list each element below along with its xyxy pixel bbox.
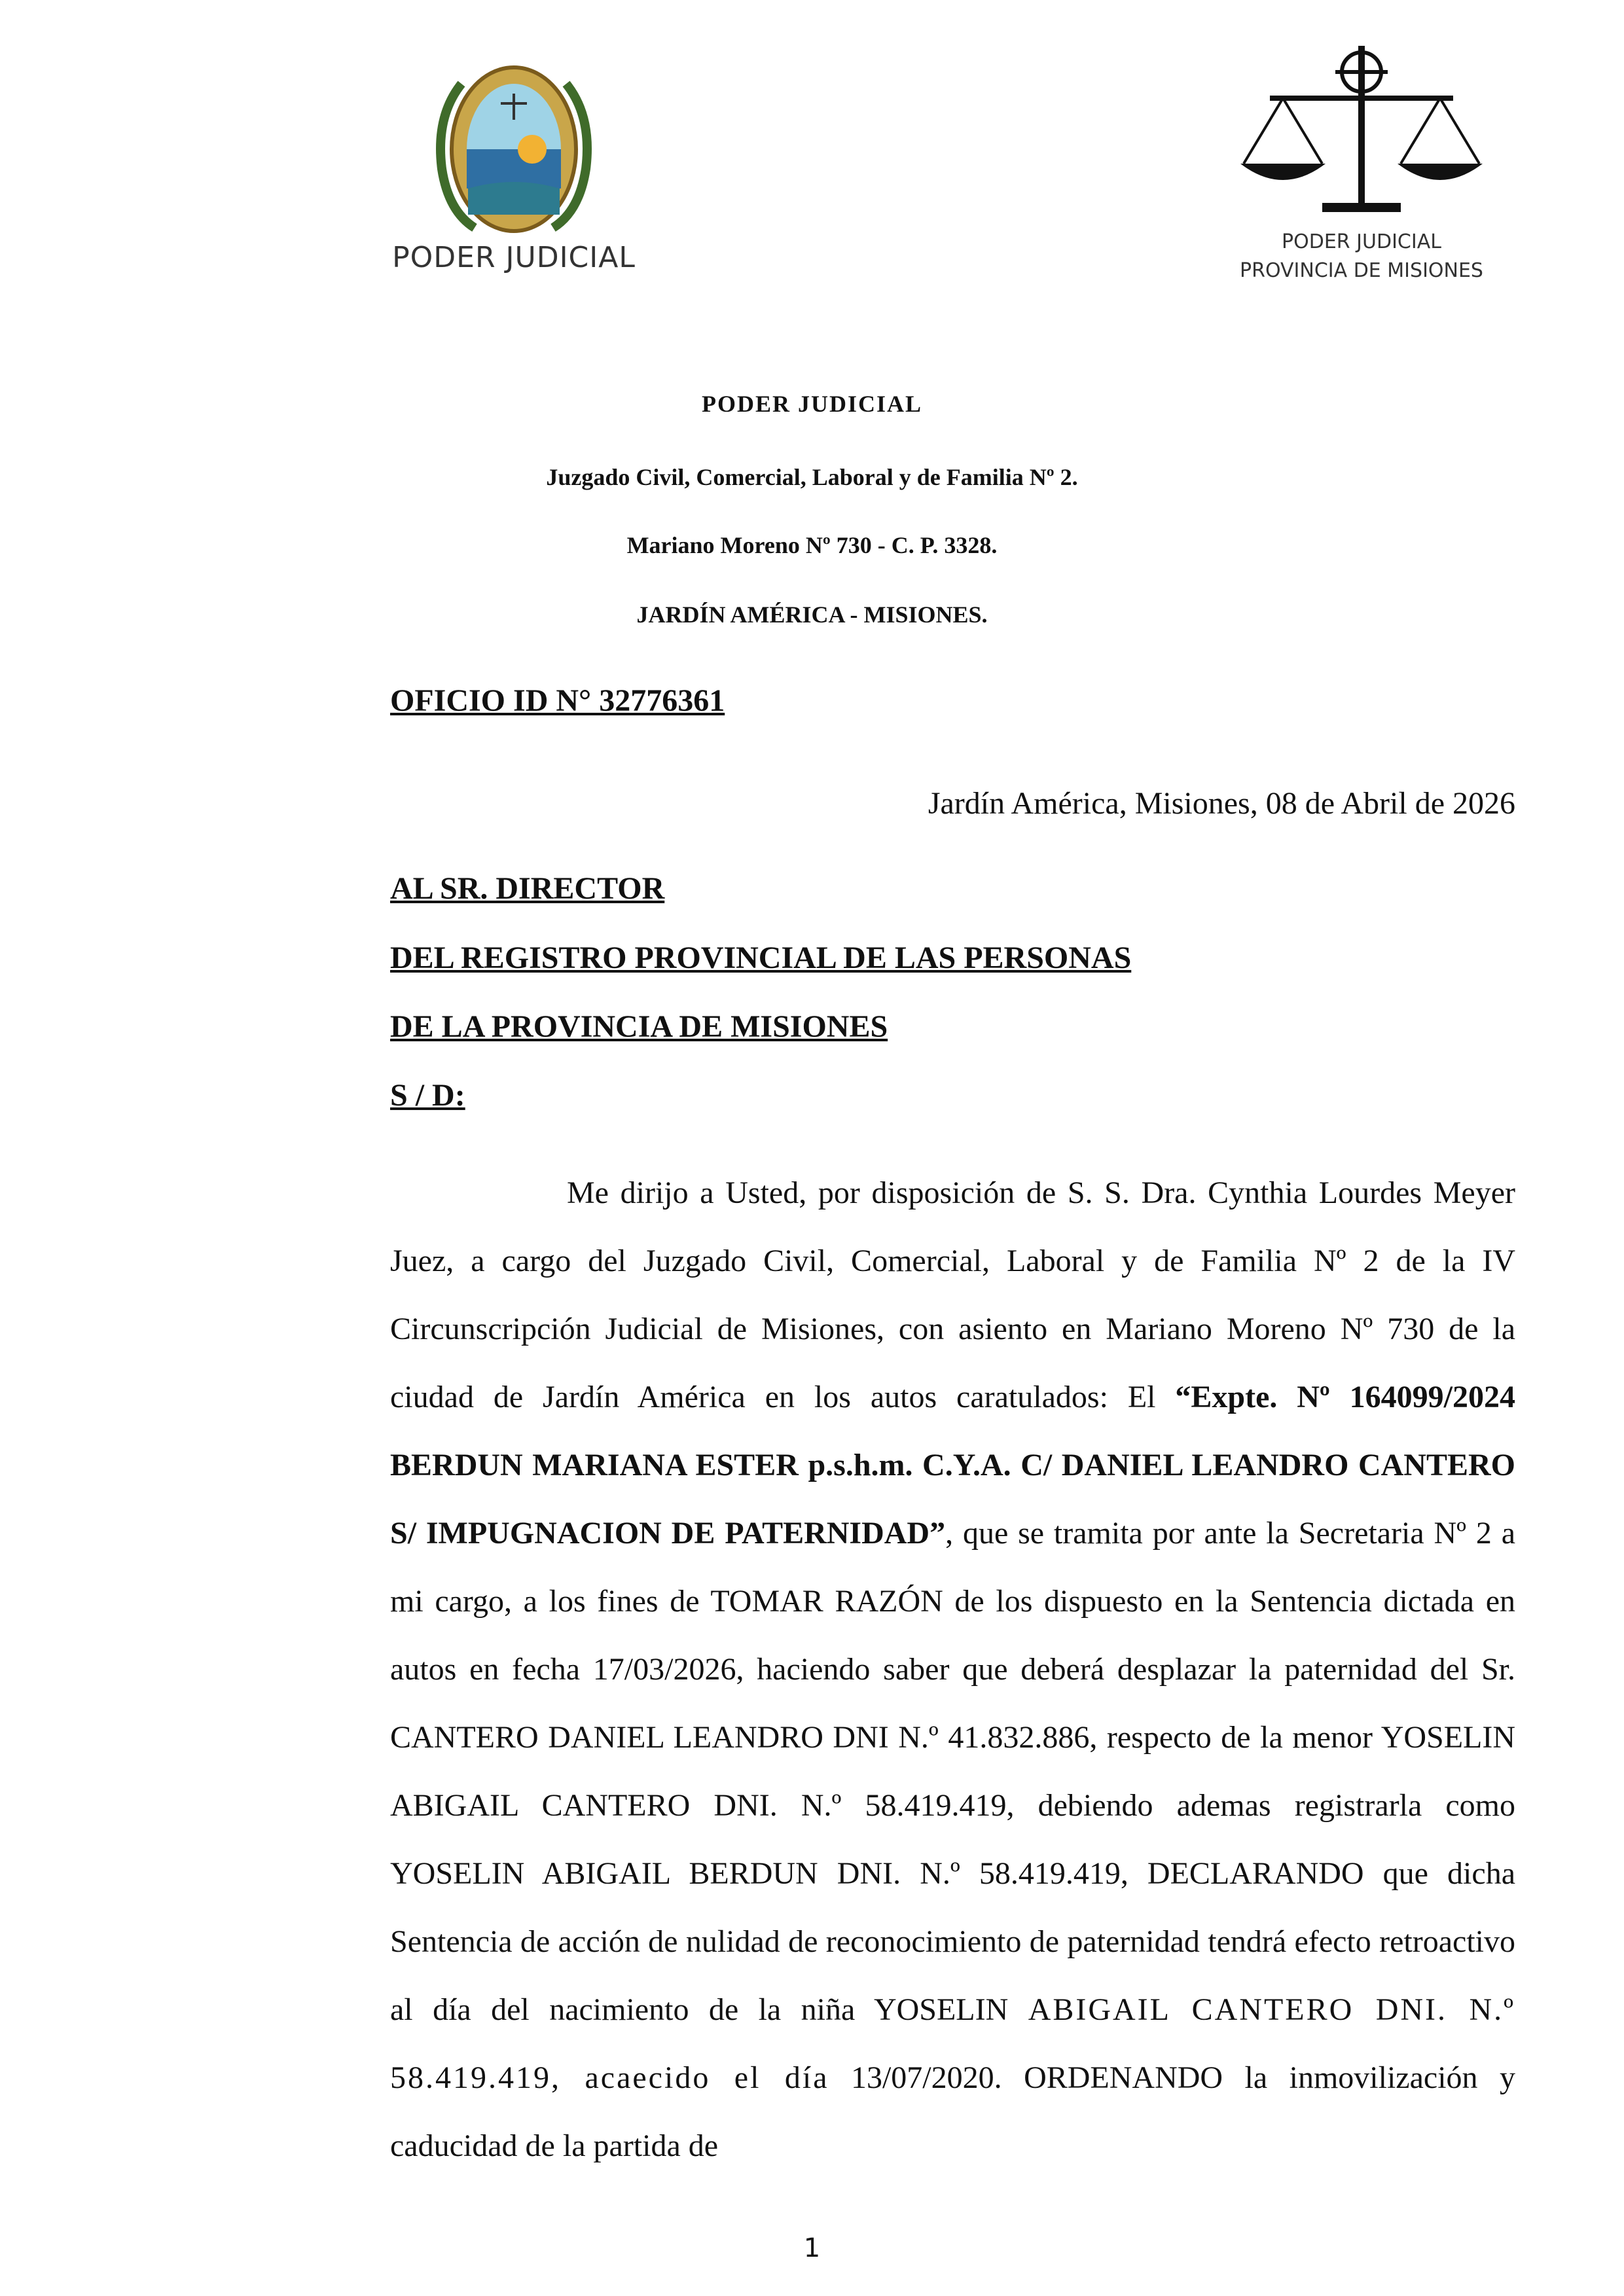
right-logo-caption-line1: PODER JUDICIAL	[1282, 230, 1441, 253]
date-line: Jardín América, Misiones, 08 de Abril de 2026	[928, 786, 1515, 821]
header-address: Mariano Moreno Nº 730 - C. P. 3328.	[626, 532, 998, 558]
scales-of-justice-icon	[1224, 39, 1499, 229]
page-number: 1	[803, 2233, 821, 2263]
header-court-name: Juzgado Civil, Comercial, Laboral y de Familia Nº 2.	[546, 464, 1078, 490]
addressee-line1: AL SR. DIRECTOR	[390, 871, 665, 906]
addressee-line2: DEL REGISTRO PROVINCIAL DE LAS PERSONAS	[390, 941, 1132, 975]
left-logo-caption: PODER JUDICIAL	[392, 241, 636, 274]
right-logo-caption-line2: PROVINCIA DE MISIONES	[1240, 259, 1483, 282]
addressee-line3: DE LA PROVINCIA DE MISIONES	[390, 1009, 888, 1044]
body-continuation: , que se tramita por ante la Secretaria Nº 2 a mi cargo, a los fines de TOMAR RAZÓN de los dispuesto en la Sentencia dictada en autos en fecha 17/03/2026, haciendo saber que deberá desplazar la paternidad del Sr. CANTERO DANIEL LEANDRO DNI N.º 41.832.886, respecto de la menor YOSELIN ABIGAIL CANTERO DNI. N.º 58.419.419, debiendo ademas registrarla como YOSELIN ABIGAIL BERDUN DNI. N.º 58.419.419, DECLARANDO que dicha Sentencia de acción de nulidad de reconocimiento de paternidad tendrá efecto retroactivo al día del nacimiento de la niña YOSELIN	[390, 1516, 1516, 2027]
oficio-id: OFICIO ID N° 32776361	[390, 683, 725, 718]
poder-judicial-seal-logo	[363, 58, 664, 280]
body-intro: Me dirijo a Usted, por disposición de S. S. Dra. Cynthia Lourdes Meyer Juez, a cargo del Juzgado Civil, Comercial, Laboral y de Familia Nº 2 de la IV Circunscripción Judicial de Misiones, con asiento en Mariano Moreno Nº 730 de la ciudad de Jardín América en los autos caratulados: El	[390, 1175, 1515, 1414]
body-spaced-fragment: ABIGAIL CANTERO DNI. N.º 58.419.419, acaecido el día	[390, 1992, 1515, 2095]
case-title: “Expte. Nº 164099/2024 BERDUN MARIANA ESTER p.s.h.m. C.Y.A. C/ DANIEL LEANDRO CANTERO S/ IMPUGNACION DE PATERNIDAD”	[390, 1380, 1516, 1551]
header-city: JARDÍN AMÉRICA - MISIONES.	[636, 601, 988, 628]
letter-body	[390, 1159, 1515, 2180]
scales-of-justice-logo	[1224, 39, 1499, 288]
body-ending: 13/07/2020. ORDENANDO la inmovilización y caducidad de la partida de	[390, 2060, 1515, 2163]
header-poder-judicial: PODER JUDICIAL	[701, 391, 923, 417]
addressee-line4: S / D:	[390, 1078, 465, 1113]
provincia-misiones-seal-icon	[363, 58, 664, 241]
